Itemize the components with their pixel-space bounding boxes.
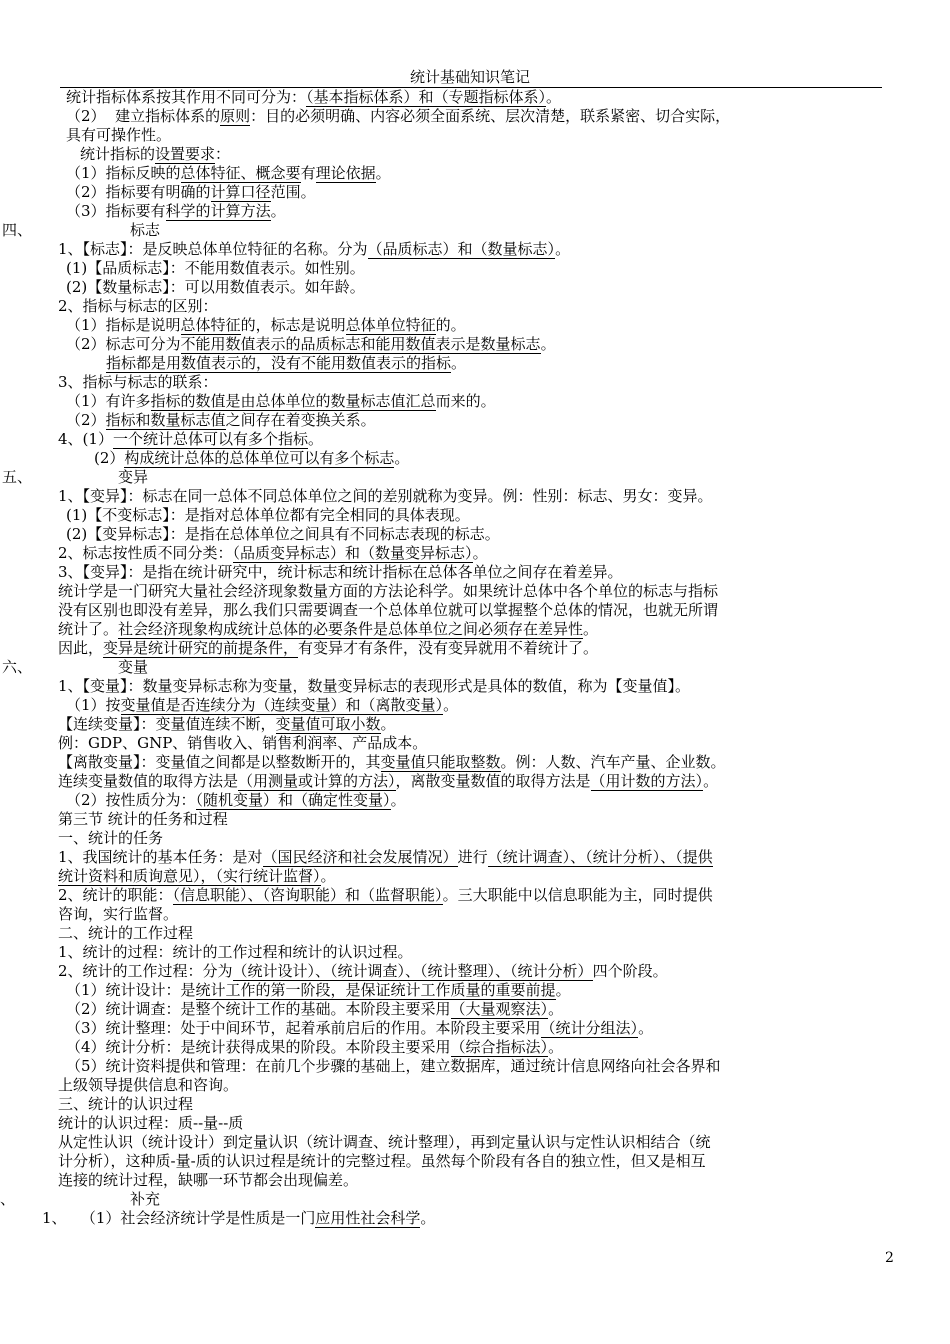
text-segment: 1、【变量】：数量变异标志称为变量，数量变异标志的表现形式是具体的数值，称为【变量值】。 [58,677,691,695]
underlined-text: （品质变异标志）和（数量变异标志） [232,544,473,562]
underlined-text: 变量值可取小数 [275,715,381,733]
text-segment: 4、(1） [58,430,113,448]
text-segment: (2)【数量标志】：可以用数值表示。如年龄。 [66,278,365,296]
text-line [58,848,713,867]
text-segment: 有变异才有条件，没有变异就用不着统计了。 [298,639,599,657]
text-line [66,278,365,297]
text-line [66,107,730,126]
text-segment: 。 [638,1019,654,1037]
text-line [58,962,668,981]
text-segment: 标志 [130,221,161,239]
underlined-text: 应用性社会科学 [315,1209,421,1227]
text-segment: 2、标志按性质不同分类： [58,544,233,562]
text-segment: 。 [540,335,556,353]
text-segment: 1、【标志】：是反映总体单位特征的名称。分为 [58,240,368,258]
text-segment: 。 [555,981,571,999]
text-line [66,88,561,107]
text-line [58,544,488,563]
text-line [58,867,336,886]
text-segment: 。 [380,715,396,733]
text-line [66,791,406,810]
underlined-text: （国民经济和社会发展情况） [262,848,458,866]
text-segment: 。 [451,354,467,372]
text-line [58,582,718,601]
text-line [66,183,316,202]
text-line [58,810,228,829]
text-line [66,126,171,145]
text-line [58,886,713,905]
text-line [66,981,571,1000]
text-segment: （2）标志可分为 [66,335,181,353]
text-line [2,468,32,487]
underlined-text: 指标的数值是由总体单位的数量标志值汇总 [150,392,436,410]
text-line [66,316,466,335]
text-line [58,563,623,582]
text-line [58,620,598,639]
text-line [58,715,396,734]
text-segment: 、 [0,1190,16,1208]
text-line [58,1171,358,1190]
text-line [58,1076,238,1095]
underlined-text: 总体特征 [180,316,241,334]
text-segment: （5）统计资料提供和管理：在前几个步骤的基础上，建立数据库，通过统计信息网络向社会各界和 [66,1057,721,1075]
text-line [58,943,413,962]
text-line [66,1057,721,1076]
text-line [42,1209,435,1228]
text-segment: 2、统计的职能： [58,886,173,904]
text-segment: （1）统计设计：是 [66,981,196,999]
text-segment: 因此， [58,639,104,657]
text-line [58,297,218,316]
text-line [58,240,570,259]
text-line [58,373,218,392]
text-line [2,658,32,677]
text-segment: 。 [703,772,719,790]
text-line [58,1133,711,1152]
underlined-text: （综合指标法） [450,1038,549,1056]
underlined-text: （统计分组法） [540,1019,639,1037]
text-segment: （2）统计调查：是整个统计工作的基础。本阶段主要采用 [66,1000,451,1018]
underlined-text: （用测量或计算的方法） [238,772,396,790]
text-segment: 没有区别也即没有差异，那么我们只需要调查一个总体单位就可以掌握整个总体的情况，也就无所谓 [58,601,719,619]
text-line [66,506,470,525]
underlined-text: 不能用数值表示的品质标志和能用数值表示是数量标志 [180,335,541,353]
text-segment: ：目的必须明确、内容必须全面系统、层次清楚，联系紧密、切合实际， [250,107,731,125]
text-line [0,1190,15,1209]
text-segment: 。 [443,696,459,714]
underlined-text: 指标和数量标志值 [105,411,226,429]
text-segment: 连接的统计过程，缺哪一环节都会出现偏差。 [58,1171,359,1189]
text-line [58,753,726,772]
text-segment: 第三节 统计的任务和过程 [58,810,228,828]
text-segment: 。 [548,1038,564,1056]
underlined-text: 变量值只能取整数 [380,753,501,771]
underlined-text: 变异是统计研究的前提条件， [103,639,299,657]
text-line [106,354,466,373]
text-line [66,392,496,411]
text-segment: （2） [66,411,106,429]
text-segment: 补充 [130,1190,161,1208]
text-segment: 上级领导提供信息和咨询。 [58,1076,239,1094]
underlined-text: 统计工作的第一阶段，是保证统计工作质量的重要前提 [195,981,556,999]
text-line [118,468,148,487]
text-segment: 。 [320,867,336,885]
text-segment: （3）统计整理：处于中间环节，起着承前启后的作用。本阶段主要采用 [66,1019,541,1037]
underlined-text: 统计资料和质询意见），（实行统计监督） [58,867,321,885]
text-segment: (2)【变异标志】：是指在总体单位之间具有不同标志表现的标志。 [66,525,500,543]
text-line [66,411,376,430]
text-segment: (1)【不变标志】：是指对总体单位都有完全相同的具体表现。 [66,506,470,524]
text-line [66,696,458,715]
text-segment: 统计指标的 [80,145,156,163]
text-segment: 1、统计的过程：统计的工作过程和统计的认识过程。 [58,943,413,961]
text-segment: 。 [375,164,391,182]
text-segment: 例：GDP、GNP、销售收入、销售利润率、产品成本。 [58,734,428,752]
text-segment: （2） 建立指标体系的 [66,107,221,125]
text-line [58,639,598,658]
underlined-text: （统计调查）、（统计分析）、（提供 [487,848,713,866]
text-segment: 。 [394,449,410,467]
underlined-text: 计算方法 [210,202,271,220]
text-segment: 。 [390,791,406,809]
text-segment: 1、【变异】：标志在同一总体不同总体单位之间的差别就称为变异。例：性别：标志、男女：变异。 [58,487,713,505]
text-segment: 。 [420,1209,436,1227]
underlined-text: 指标都是用数值表示的，没有不能用数值表示的指标 [106,354,452,372]
text-segment: 3、【变异】：是指在统计研究中，统计标志和统计指标在总体各单位之间存在着差异。 [58,563,623,581]
text-line [58,734,427,753]
text-segment: 变异 [118,468,149,486]
text-line [66,335,556,354]
text-segment: 进行 [457,848,488,866]
text-line [58,829,163,848]
text-segment: 2、统计的工作过程：分为 [58,962,233,980]
text-segment: 范围。 [270,183,316,201]
text-line [66,202,286,221]
text-segment: 四个阶段。 [592,962,668,980]
text-segment: 【连续变量】：变量值连续不断， [58,715,276,733]
text-segment: 有 [300,164,316,182]
text-segment: （4）统计分析：是统计获得成果的阶段。本阶段主要采用 [66,1038,451,1056]
text-segment: 。 [307,430,323,448]
underlined-text: 构成统计总体的总体单位可以有多个标志 [124,449,395,467]
underlined-text: 一个统计总体可以有多个指标 [112,430,308,448]
underlined-text: 理论依据 [315,164,376,182]
text-line [58,1152,706,1171]
underlined-text: 总体特征、概念要 [180,164,301,182]
text-segment: 【离散变量】：变量值之间都是以整数断开的，其 [58,753,381,771]
text-segment: 1、我国统计的基本任务：是对 [58,848,263,866]
text-segment: 。 [472,544,488,562]
page-number: 2 [885,1250,894,1266]
text-segment: 变量 [118,658,149,676]
text-segment: 三、统计的认识过程 [58,1095,194,1113]
underlined-text: 设置要求 [155,145,216,163]
text-segment: 五、 [2,468,33,486]
underlined-text: 科学的 [165,202,211,220]
underlined-text: 计算口径 [210,183,271,201]
text-segment: 。 [270,202,286,220]
text-segment: ： [215,145,231,163]
underlined-text: 原则 [220,107,251,125]
text-line [58,487,713,506]
text-segment: 的。 [435,316,466,334]
text-line [2,221,32,240]
text-segment: 连续变量数值的取得方法是 [58,772,239,790]
underlined-text: （品质标志）和（数量标志） [367,240,556,258]
text-line [80,145,230,164]
page-header-title: 统计基础知识笔记 [409,68,530,86]
text-line [58,905,178,924]
text-line [66,525,500,544]
text-line [58,430,323,449]
text-segment: 统计的认识过程：质--量--质 [58,1114,244,1132]
underlined-text: （信息职能）、（咨询职能）和（监督职能） [172,886,443,904]
text-segment: ，离散变量数值的取得方法是 [395,772,591,790]
underlined-text: 变量值是否连续分为（连续变量）和（离散变量） [120,696,444,714]
underlined-text: （用计数的方法） [590,772,704,790]
text-segment: （1）指标反映的 [66,164,181,182]
text-line [66,1038,563,1057]
text-line [66,1019,653,1038]
text-line [66,164,391,183]
text-line [66,1000,563,1019]
text-segment: 。三大职能中以信息职能为主，同时提供 [442,886,713,904]
text-segment: (2） [94,449,125,467]
text-segment: （2）指标要有明确的 [66,183,211,201]
text-segment: （2）按性质分为： [66,791,196,809]
text-segment: （3）指标要有 [66,202,166,220]
text-segment: 计分析），这种质-量-质的认识过程是统计的完整过程。虽然每个阶段有各自的独立性，但又是相互 [58,1152,706,1170]
underlined-text: 总体单位特征 [345,316,436,334]
text-segment: 3、指标与标志的联系： [58,373,218,391]
text-segment: （1）按 [66,696,121,714]
text-segment: 具有可操作性。 [66,126,172,144]
underlined-text: 社会经济现象构成统计总体的必要条件是总体单位之间必须存在差异性 [118,620,584,638]
text-segment: 。 [555,240,571,258]
text-line [94,449,409,468]
text-line [58,1095,193,1114]
text-segment: （1）有许多 [66,392,151,410]
text-segment: 统计学是一门研究大量社会经济现象数量方面的方法论科学。如果统计总体中各个单位的标志与指标 [58,582,719,600]
text-line [130,221,160,240]
text-line [58,601,718,620]
text-segment: （1）指标是说明 [66,316,181,334]
text-line [58,772,718,791]
text-segment: 。 [583,620,599,638]
text-segment: 四、 [2,221,33,239]
underlined-text: （基本指标体系）和（专题指标体系） [306,88,547,106]
text-segment: 从定性认识（统计设计）到定量认识（统计调查、统计整理），再到定量认识与定性认识相结合（统 [58,1133,711,1151]
underlined-text: （随机变量）和（确定性变量） [195,791,391,809]
text-line [130,1190,160,1209]
text-segment: (1)【品质标志】：不能用数值表示。如性别。 [66,259,365,277]
text-line [58,924,193,943]
text-segment: 的，标志是说明 [240,316,346,334]
text-segment: 。例：人数、汽车产量、企业数。 [500,753,726,771]
text-line [58,677,690,696]
text-segment: 咨询，实行监督。 [58,905,179,923]
text-segment: 二、统计的工作过程 [58,924,194,942]
text-segment: 1、 （1）社会经济统计学是性质是一门 [42,1209,316,1227]
text-segment: 统计了。 [58,620,119,638]
text-segment: 。 [546,88,562,106]
text-line [66,259,365,278]
underlined-text: （统计设计）、（统计调查）、（统计整理）、（统计分析） [232,962,593,980]
text-line [118,658,148,677]
text-segment: 2、指标与标志的区别： [58,297,218,315]
text-segment: 之间存在着变换关系。 [225,411,376,429]
text-segment: 而来的。 [435,392,496,410]
text-segment: 。 [548,1000,564,1018]
text-line [58,1114,243,1133]
text-segment: 一、统计的任务 [58,829,164,847]
underlined-text: （大量观察法） [450,1000,549,1018]
text-segment: 统计指标体系按其作用不同可分为： [66,88,307,106]
text-segment: 六、 [2,658,33,676]
